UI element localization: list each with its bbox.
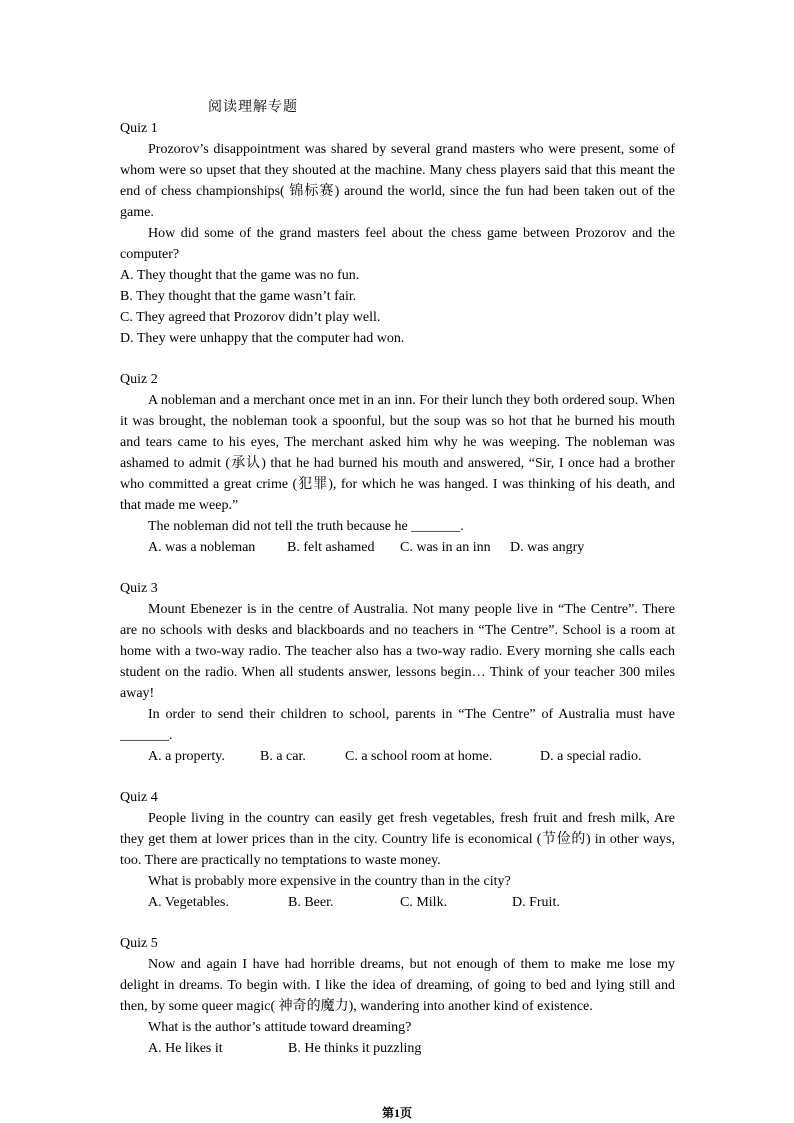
options-row xyxy=(120,892,675,913)
option-d: D. a special radio. xyxy=(540,749,642,764)
options-row xyxy=(120,537,675,558)
option-a: A. They thought that the game was no fun. xyxy=(120,268,360,283)
option-d: D. Fruit. xyxy=(512,895,560,910)
option-a: A. was a nobleman xyxy=(148,540,256,555)
quiz-3 xyxy=(120,578,675,767)
page-number: 第1页 xyxy=(381,1106,412,1120)
option-a: A. a property. xyxy=(148,749,225,764)
question: How did some of the grand masters feel about the chess game between Prozorov and the computer? xyxy=(120,226,675,262)
question: The nobleman did not tell the truth because he _______. xyxy=(148,519,464,534)
passage: Prozorov’s disappointment was shared by several grand masters who were present, some of whom were so upset that they shouted at the machine. Many chess players said that this meant the end of chess championships( 锦标赛) around the world, since the fun had been taken out of the game. xyxy=(120,142,675,220)
page-title: 阅读理解专题 xyxy=(208,100,298,115)
option-c: C. They agreed that Prozorov didn’t play well. xyxy=(120,310,381,325)
option-c: C. Milk. xyxy=(400,895,448,910)
option-a: A. Vegetables. xyxy=(148,895,229,910)
quiz-label: Quiz 4 xyxy=(120,790,158,805)
option-b: B. felt ashamed xyxy=(287,540,375,555)
question: What is the author’s attitude toward dreaming? xyxy=(148,1020,412,1035)
passage: Mount Ebenezer is in the centre of Australia. Not many people live in “The Centre”. There are no schools with desks and blackboards and no teachers in “The Centre”. School is a room at home with a two-way radio. The teacher also has a two-way radio. Every morning she calls each student on the radio. When all students answer, lessons begin… Think of your teacher 300 miles away! xyxy=(120,602,675,701)
option-d: D. They were unhappy that the computer had won. xyxy=(120,331,405,346)
option-b: B. They thought that the game wasn’t fair. xyxy=(120,289,357,304)
option-a: A. He likes it xyxy=(148,1041,223,1056)
quiz-5 xyxy=(120,933,675,1059)
quiz-1 xyxy=(120,118,675,349)
question: What is probably more expensive in the country than in the city? xyxy=(148,874,511,889)
quiz-4 xyxy=(120,787,675,913)
quiz-label: Quiz 3 xyxy=(120,581,158,596)
quiz-label: Quiz 2 xyxy=(120,372,158,387)
quiz-label: Quiz 5 xyxy=(120,936,158,951)
passage: Now and again I have had horrible dreams, but not enough of them to make me lose my delight in dreams. To begin with. I like the idea of dreaming, of going to bed and lying still and then, by some queer magic( 神奇的魔力), wandering into another kind of existence. xyxy=(120,957,675,1014)
option-b: B. He thinks it puzzling xyxy=(288,1041,422,1056)
question: In order to send their children to school, parents in “The Centre” of Australia must have _______. xyxy=(120,707,675,743)
quiz-2 xyxy=(120,369,675,558)
option-c: C. was in an inn xyxy=(400,540,491,555)
quiz-label: Quiz 1 xyxy=(120,121,158,136)
option-c: C. a school room at home. xyxy=(345,749,493,764)
option-d: D. was angry xyxy=(510,540,585,555)
quiz-list xyxy=(120,118,675,1079)
passage: People living in the country can easily get fresh vegetables, fresh fruit and fresh milk, Are they get them at lower prices than in the city. Country life is economical (节俭的) in other ways, too. There are practically no temptations to waste money. xyxy=(120,811,675,868)
options-row xyxy=(120,1038,675,1059)
option-b: B. Beer. xyxy=(288,895,334,910)
passage: A nobleman and a merchant once met in an inn. For their lunch they both ordered soup. When it was brought, the nobleman took a spoonful, but the soup was so hot that he burned his mouth and tears came to his eyes, The merchant asked him why he was weeping. The nobleman was ashamed to admit (承认) that he had burned his mouth and answered, “Sir, I once had a brother who committed a great crime (犯罪), for which he was hanged. I was thinking of his death, and that made me weep.” xyxy=(120,393,675,513)
options-row xyxy=(120,746,675,767)
option-b: B. a car. xyxy=(260,749,306,764)
